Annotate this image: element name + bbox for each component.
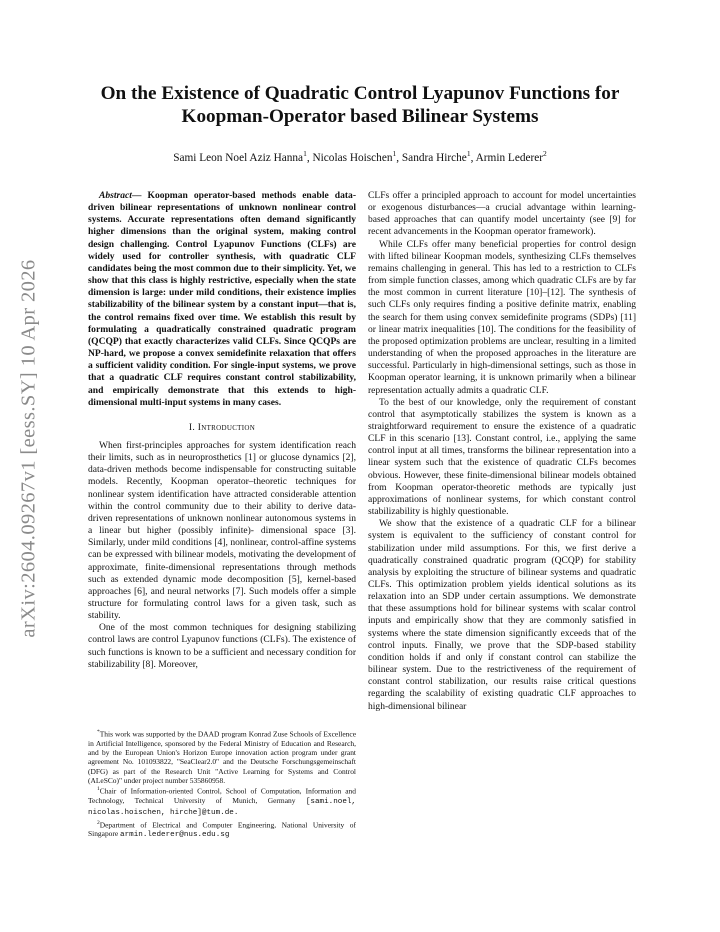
section-heading-introduction: [88, 422, 356, 434]
footnote-email[interactable]: armin.lederer@nus.edu.sg: [120, 831, 230, 840]
abstract: [88, 190, 356, 409]
author-separator: ,: [470, 151, 476, 164]
footnotes: [88, 728, 356, 841]
intro-paragraph: While CLFs offer many beneficial properties for control design with lifted bilinear Koopman models, synthesizing CLFs themselves remains challenging in general. This has led to a restriction to CLFs from simple function classes, among which quadratic CLFs are by far the most common in current literature [10]–[12]. The synthesis of such CLFs only requires finding a positive definite matrix, enabling the search for them using convex semidefinite programs (SDPs) [11] or linear matrix inequalities [10]. The conditions for the feasibility of the proposed optimization problems are unclear, resulting in a limited understanding of when the proposed approaches in the literature are successful. Particularly in high-dimensional settings, such as those in Koopman operator learning, it is unknown primarily when a bilinear representation actually admits a quadratic CLF.: [368, 238, 636, 396]
author-name: Sandra Hirche: [401, 151, 467, 164]
section-number: I.: [188, 421, 198, 433]
footnote-mark: 1: [97, 786, 100, 793]
affiliation-mark: 2: [543, 149, 547, 158]
author-name: Sami Leon Noel Aziz Hanna: [173, 151, 304, 164]
footnote-funding: [88, 728, 356, 785]
affiliation-mark: 1: [392, 149, 397, 158]
author-separator: ,: [306, 151, 313, 164]
footnote-mark: 2: [97, 819, 100, 826]
footnote-affiliation-2: [88, 819, 356, 841]
right-column: [368, 190, 636, 713]
footnote-mark: *: [97, 729, 100, 735]
author-separator: ,: [396, 151, 402, 164]
footnote-affiliation-1: [88, 785, 356, 818]
intro-paragraph: We show that the existence of a quadratic CLF for a bilinear system is equivalent to the sufficiency of constant control for stabilization under mild assumptions. For this, we first derive a quadratically constrained quadratic program (QCQP) for stability analysis by exploiting the structure of bilinear systems and quadratic CLFs. This optimization problem yields identical solutions as its relaxation into an SDP under certain assumptions. We demonstrate that these assumptions hold for bilinear systems with scalar control inputs and empirically show that they are commonly satisfied in systems where the state dimension significantly exceeds that of the control inputs. Finally, we prove that the SDP-based stability condition holds if and only if constant control can stabilize the bilinear system. Due to the restrictiveness of the requirement of constant control stabilization, our results raise critical questions regarding the scalability of existing quadratic CLF approaches to high-dimensional bilinear: [368, 518, 636, 712]
abstract-dash: —: [131, 190, 148, 201]
footnote-text: Department of Electrical and Computer Engineering, National University of Singapore: [88, 820, 356, 839]
paper-title-line-2: Koopman-Operator based Bilinear Systems: [181, 106, 539, 127]
paper-title-line-1: On the Existence of Quadratic Control Lyapunov Functions for: [100, 83, 620, 104]
affiliation-mark: 1: [466, 149, 471, 158]
abstract-label: Abstract: [99, 190, 132, 201]
intro-paragraph: One of the most common techniques for designing stabilizing control laws are control Lyapunov functions (CLFs). The existence of such functions is known to be a sufficient and necessary condition for stabilizability [8]. Moreover,: [88, 622, 356, 670]
intro-paragraph: When first-principles approaches for system identification reach their limits, such as in neuroprosthetics [1] or glucose dynamics [2], data-driven methods become indispensable for constructing suitable models. Recently, Koopman operator–theoretic techniques for nonlinear system identification have attracted considerable attention within the control community due to their ability to derive data-driven representations of unknown nonlinear autonomous systems in a linear but higher (possibly infinite)- dimensional space [3]. Similarly, under mild conditions [4], nonlinear, control-affine systems can be expressed with bilinear models, motivating the development of approximate, finite-dimensional representations through methods such as extended dynamic mode decomposition [5], kernel-based approaches [6], and neural networks [7]. Such models offer a simple structure for formulating control laws for a given task, such as stability.: [88, 439, 356, 622]
author-name: Nicolas Hoischen: [312, 151, 393, 164]
intro-paragraph: To the best of our knowledge, only the requirement of constant control that asymptotically stabilizes the system is known as a straightforward requirement to ensure the existence of a quadratic CLF in this scenario [13]. Constant control, i.e., applying the same control input at all times, transforms the bilinear representation into a linear system such that the existence of quadratic CLFs becomes obvious. However, these finite-dimensional bilinear models obtained from Koopman operator-theoretic methods are typically just approximations of nonlinear systems, for which constant control stabilizability is highly questionable.: [368, 396, 636, 518]
footnote-text: Chair of Information-oriented Control, School of Computation, Information and Technology, Technical University of Munich, Germany: [88, 786, 356, 806]
footnote-email[interactable]: [sami.noel, nicolas.hoischen, hirche]@tum.de.: [88, 798, 356, 818]
section-title: Introduction: [197, 421, 256, 433]
footnote-text: This work was supported by the DAAD program Konrad Zuse Schools of Excellence in Artificial Intelligence, sponsored by the Federal Ministry of Education and Research, and by the European Union's Horizon Europe innovation action program under grant agreement No. 101093822, "SeaClear2.0" and the Deutsche Forschungsgemeinschaft (DFG) as part of the Research Unit "Active Learning for Systems and Control (ALeSCo)" under project number 535860958.: [88, 729, 356, 785]
arxiv-identifier: arXiv:2604.09267v1 [eess.SY] 10 Apr 2026: [17, 258, 40, 638]
author-name: Armin Lederer: [475, 151, 544, 164]
abstract-text: Koopman operator-based methods enable data-driven bilinear representations of unknown nonlinear control systems. Accurate representations often demand significantly higher dimensions than the original system, making control design challenging. Control Lyapunov Functions (CLFs) are widely used for controller synthesis, with quadratic CLF candidates being the most common due to their simplicity. Yet, we show that this class is highly restrictive, especially when the state dimension is large: under mild conditions, their existence implies stabilizability of the bilinear system by a constant input—that is, the control remains fixed over time. We establish this result by formulating a quadratically constrained quadratic program (QCQP) that exactly characterizes valid CLFs. Since QCQPs are NP-hard, we propose a convex semidefinite relaxation that offers a sufficient validity condition. For single-input systems, we prove that a quadratic CLF requires constant control stabilizability, and empirically demonstrate that this extends to high-dimensional multi-input systems in many cases.: [88, 190, 356, 408]
left-column: [88, 190, 356, 671]
paper-title: [60, 82, 660, 128]
intro-paragraph: CLFs offer a principled approach to account for model uncertainties or exogenous disturbances—a crucial advantage within learning-based approaches that can quantify model uncertainty (see [9] for recent advancements in the Koopman operator framework).: [368, 190, 636, 238]
affiliation-mark: 1: [303, 149, 307, 158]
arxiv-sidebar: [4, 248, 54, 648]
author-list: [60, 149, 660, 164]
